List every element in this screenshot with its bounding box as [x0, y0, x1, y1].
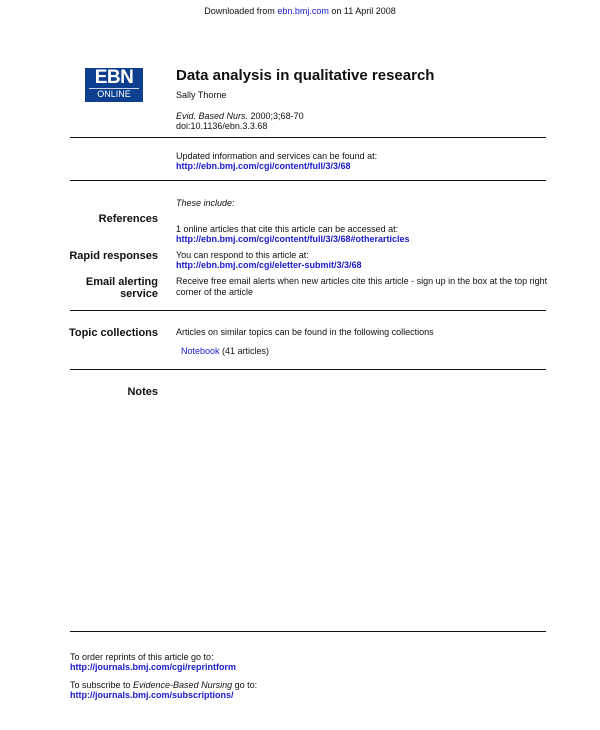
- divider: [70, 180, 546, 181]
- rapid-responses-label: Rapid responses: [69, 250, 158, 262]
- collection-count: (41 articles): [219, 346, 270, 356]
- topic-collections-label: Topic collections: [68, 327, 158, 339]
- divider: [70, 369, 546, 370]
- ebn-online-logo: [85, 68, 143, 102]
- email-alerting-label-line2: service: [120, 288, 158, 300]
- reprint-link[interactable]: http://journals.bmj.com/cgi/reprintform: [70, 662, 237, 672]
- subscribe-suffix: go to:: [232, 680, 258, 690]
- collection-item: [181, 346, 269, 357]
- subscribe-journal: Evidence-Based Nursing: [133, 680, 233, 690]
- divider: [70, 137, 546, 138]
- updated-info-text: Updated information and services can be found at:: [176, 151, 378, 161]
- download-suffix: on 11 April 2008: [328, 6, 396, 16]
- rapid-responses-link[interactable]: http://ebn.bmj.com/cgi/eletter-submit/3/3/68: [176, 260, 362, 270]
- these-include-heading: These include:: [176, 198, 235, 208]
- site-link[interactable]: ebn.bmj.com: [277, 6, 329, 16]
- references-text: 1 online articles that cite this article can be accessed at:: [176, 224, 399, 234]
- logo-text-ebn: EBN: [94, 67, 134, 88]
- download-prefix: Downloaded from: [204, 6, 278, 16]
- article-author: Sally Thorne: [176, 90, 227, 100]
- subscribe-prefix: To subscribe to: [70, 680, 134, 690]
- journal-name: Evid. Based Nurs.: [176, 111, 249, 121]
- topic-collections-text: Articles on similar topics can be found in the following collections: [176, 327, 434, 337]
- notebook-collection-link[interactable]: Notebook: [181, 346, 220, 356]
- subscribe-link[interactable]: http://journals.bmj.com/subscriptions/: [70, 690, 234, 700]
- reprint-text: To order reprints of this article go to:: [70, 652, 214, 662]
- citation-details: 2000;3;68-70: [248, 111, 304, 121]
- references-label: References: [98, 213, 158, 225]
- updated-info-link[interactable]: http://ebn.bmj.com/cgi/content/full/3/3/68: [176, 161, 351, 171]
- rapid-responses-text: You can respond to this article at:: [176, 250, 309, 260]
- article-title: Data analysis in qualitative research: [176, 67, 435, 84]
- article-doi: doi:10.1136/ebn.3.3.68: [176, 121, 268, 131]
- email-alerting-label-line1: Email alerting: [85, 276, 158, 288]
- notes-label: Notes: [127, 386, 158, 398]
- divider: [70, 631, 546, 632]
- divider: [70, 310, 546, 311]
- email-alerting-text: Receive free email alerts when new articles cite this article - sign up in the box at the top right corner of the article: [176, 276, 548, 297]
- download-notice: [0, 6, 600, 16]
- email-alerting-label: [70, 276, 158, 300]
- logo-text-online: ONLINE: [89, 88, 139, 99]
- article-citation: [176, 111, 304, 121]
- references-link[interactable]: http://ebn.bmj.com/cgi/content/full/3/3/68#otherarticles: [176, 234, 410, 244]
